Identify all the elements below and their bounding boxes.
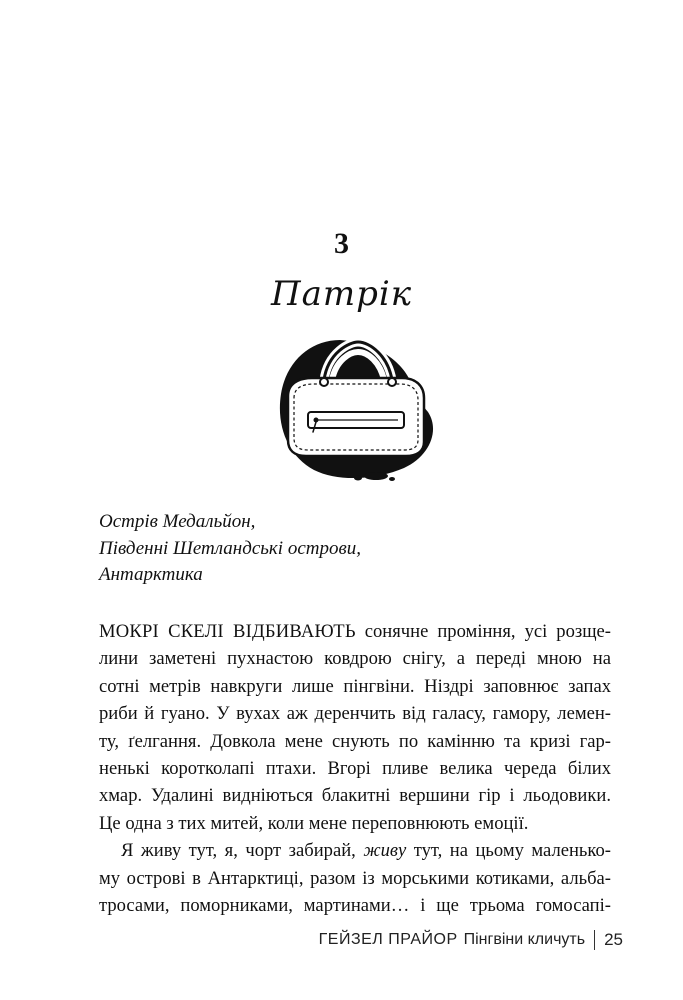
bag-icon <box>272 338 437 483</box>
chapter-number: 3 <box>334 227 349 260</box>
location-line: Південні Шетландські острови, <box>99 537 361 559</box>
text-fragment: Я живу тут, я, чорт забирай, <box>121 840 364 862</box>
text-line <box>99 837 611 864</box>
footer-author: ГЕЙЗЕЛ ПРАЙОР <box>318 931 458 948</box>
chapter-title: Патрік <box>270 274 413 314</box>
text-fragment: сонячне проміння, усі розще- <box>355 621 611 642</box>
text-line: сотні метрів навкруги лише пінгвіни. Ніздрі заповнює запах <box>99 675 611 697</box>
location-line: Антарктика <box>99 564 203 585</box>
text-line: хмар. Удалині видніються блакитні вершини гір і льодовики. <box>99 785 611 807</box>
footer-book-title: Пінгвіни кличуть <box>463 931 586 948</box>
text-line: лини заметені пухнастою ковдрою снігу, а переді мною на <box>99 648 611 670</box>
text-line: ненькі коротколапі птахи. Вгорі пливе велика череда білих <box>99 757 611 779</box>
page-footer <box>319 928 623 952</box>
text-line <box>99 618 611 645</box>
text-line: Це одна з тих митей, коли мене переповнюють емоції. <box>99 812 529 834</box>
text-line: риби й гуано. У вухах аж деренчить від галасу, гамору, лемен- <box>99 703 611 725</box>
text-line: му острові в Антарктиці, разом із морськими котиками, альба- <box>99 867 611 889</box>
lead-in-caps: МОКРІ СКЕЛІ ВІДБИВАЮТЬ <box>99 621 356 642</box>
text-line: тросами, поморниками, мартинами… і ще трьома гомосапі- <box>99 894 611 916</box>
body-text <box>99 618 611 919</box>
emphasis-word: живу <box>363 840 407 862</box>
page-number: 25 <box>604 930 623 949</box>
location-block <box>99 509 599 589</box>
chapter-illustration <box>272 338 437 483</box>
text-line: ту, ґелгання. Довкола мене снують по камінню та кризі гар- <box>99 730 611 752</box>
text-fragment: тут, на цьому маленько- <box>406 840 611 862</box>
location-line: Острів Медальйон, <box>99 511 256 532</box>
footer-separator <box>594 930 595 950</box>
